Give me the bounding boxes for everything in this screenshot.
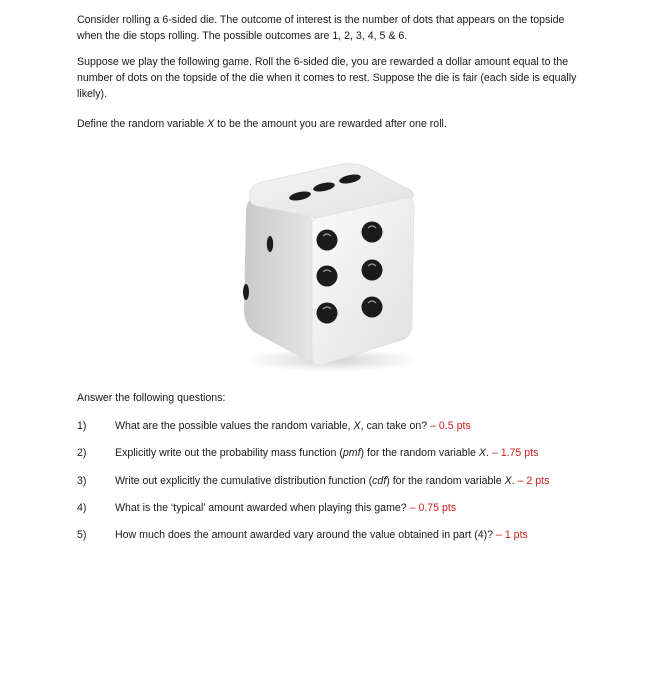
question-text: How much does the amount awarded vary around the value obtained in part (4)? – 1 pts (115, 529, 528, 541)
random-variable-definition: Define the random variable X to be the amount you are rewarded after one roll. (77, 118, 447, 130)
question-number: 1) (77, 420, 87, 432)
intro-paragraph-1: Consider rolling a 6-sided die. The outcome of interest is the number of dots that appears on the topside when the die stops rolling. The possible outcomes are 1, 2, 3, 4, 5 & 6. (77, 14, 565, 42)
question-text: What is the ‘typical’ amount awarded when playing this game? – 0.75 pts (115, 502, 457, 514)
points-label: – 2 pts (517, 475, 550, 487)
points-label: – 1.75 pts (491, 447, 539, 459)
die-image (232, 160, 422, 375)
question-number: 2) (77, 447, 87, 459)
question-number: 3) (77, 475, 87, 487)
points-label: – 0.5 pts (430, 420, 471, 432)
question-number: 4) (77, 502, 87, 514)
question-number: 5) (77, 529, 87, 541)
question-text: What are the possible values the random variable, X, can take on? – 0.5 pts (115, 420, 471, 432)
intro-paragraph-2: Suppose we play the following game. Roll the 6-sided die, you are rewarded a dollar amount equal to the number of dots on the topside of the die when it comes to rest. Suppose the die is fair (each side is equally likely). (77, 56, 577, 100)
points-label: – 0.75 pts (409, 502, 457, 514)
answer-heading: Answer the following questions: (77, 392, 226, 404)
question-text: Explicitly write out the probability mass function (pmf) for the random variable X. – 1.75 pts (115, 447, 539, 459)
six-sided-die-icon (232, 160, 422, 375)
question-text: Write out explicitly the cumulative distribution function (cdf) for the random variable X. – 2 pts (115, 475, 550, 487)
points-label: – 1 pts (496, 529, 528, 541)
